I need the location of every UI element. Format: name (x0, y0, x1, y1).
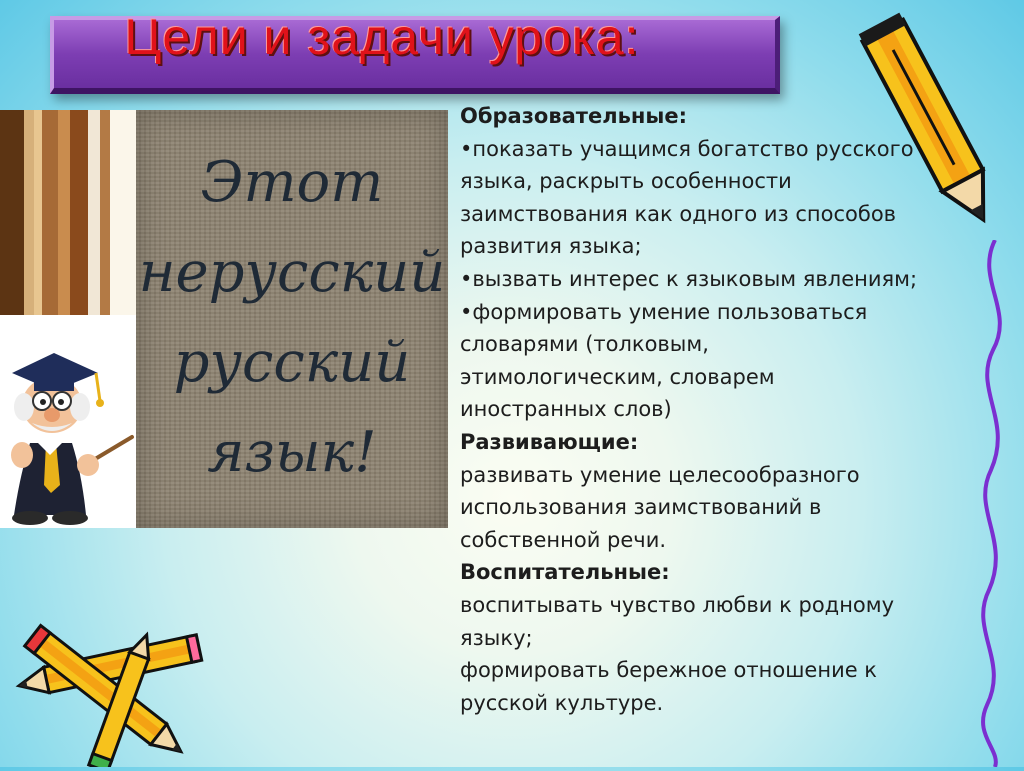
decorative-stripes (0, 110, 136, 315)
book-line-1: Этот (200, 150, 384, 215)
objective-line: заимствования как одного из способов (460, 201, 897, 226)
objective-line: •формировать умение пользоваться (460, 299, 868, 324)
objective-line: воспитывать чувство любви к родному (460, 592, 895, 617)
book-line-4: язык! (207, 420, 377, 485)
heading-upbringing: Воспитательные: (460, 560, 670, 585)
objectives-text (460, 100, 1012, 752)
objective-line: использования заимствований в (460, 495, 822, 520)
objective-line: развивать умение целесообразного (460, 462, 860, 487)
objective-line: формировать бережное отношение к (460, 658, 877, 683)
heading-educational: Образовательные: (460, 104, 688, 128)
objective-line: •показать учащимся богатство русского (460, 136, 914, 161)
heading-developing: Развивающие: (460, 429, 639, 454)
objective-line: языка, раскрыть особенности (460, 169, 792, 194)
objective-line: русской культуре. (460, 690, 664, 715)
objective-line: иностранных слов) (460, 397, 672, 422)
slide-title: Цели и задачи урока: (124, 9, 640, 65)
book-line-3: русский (173, 330, 411, 395)
objective-line: развития языка; (460, 234, 642, 259)
objective-line: собственной речи. (460, 527, 667, 552)
book-line-2: нерусский (138, 240, 446, 305)
objective-line: словарями (толковым, (460, 332, 709, 357)
objective-line: языку; (460, 625, 533, 650)
book-cover-image (136, 110, 448, 528)
objective-line: этимологическим, словарем (460, 364, 775, 389)
scholar-character-icon (0, 315, 136, 528)
objective-line: •вызвать интерес к языковым явлениям; (460, 266, 918, 291)
crossed-pencils-icon (0, 615, 210, 767)
